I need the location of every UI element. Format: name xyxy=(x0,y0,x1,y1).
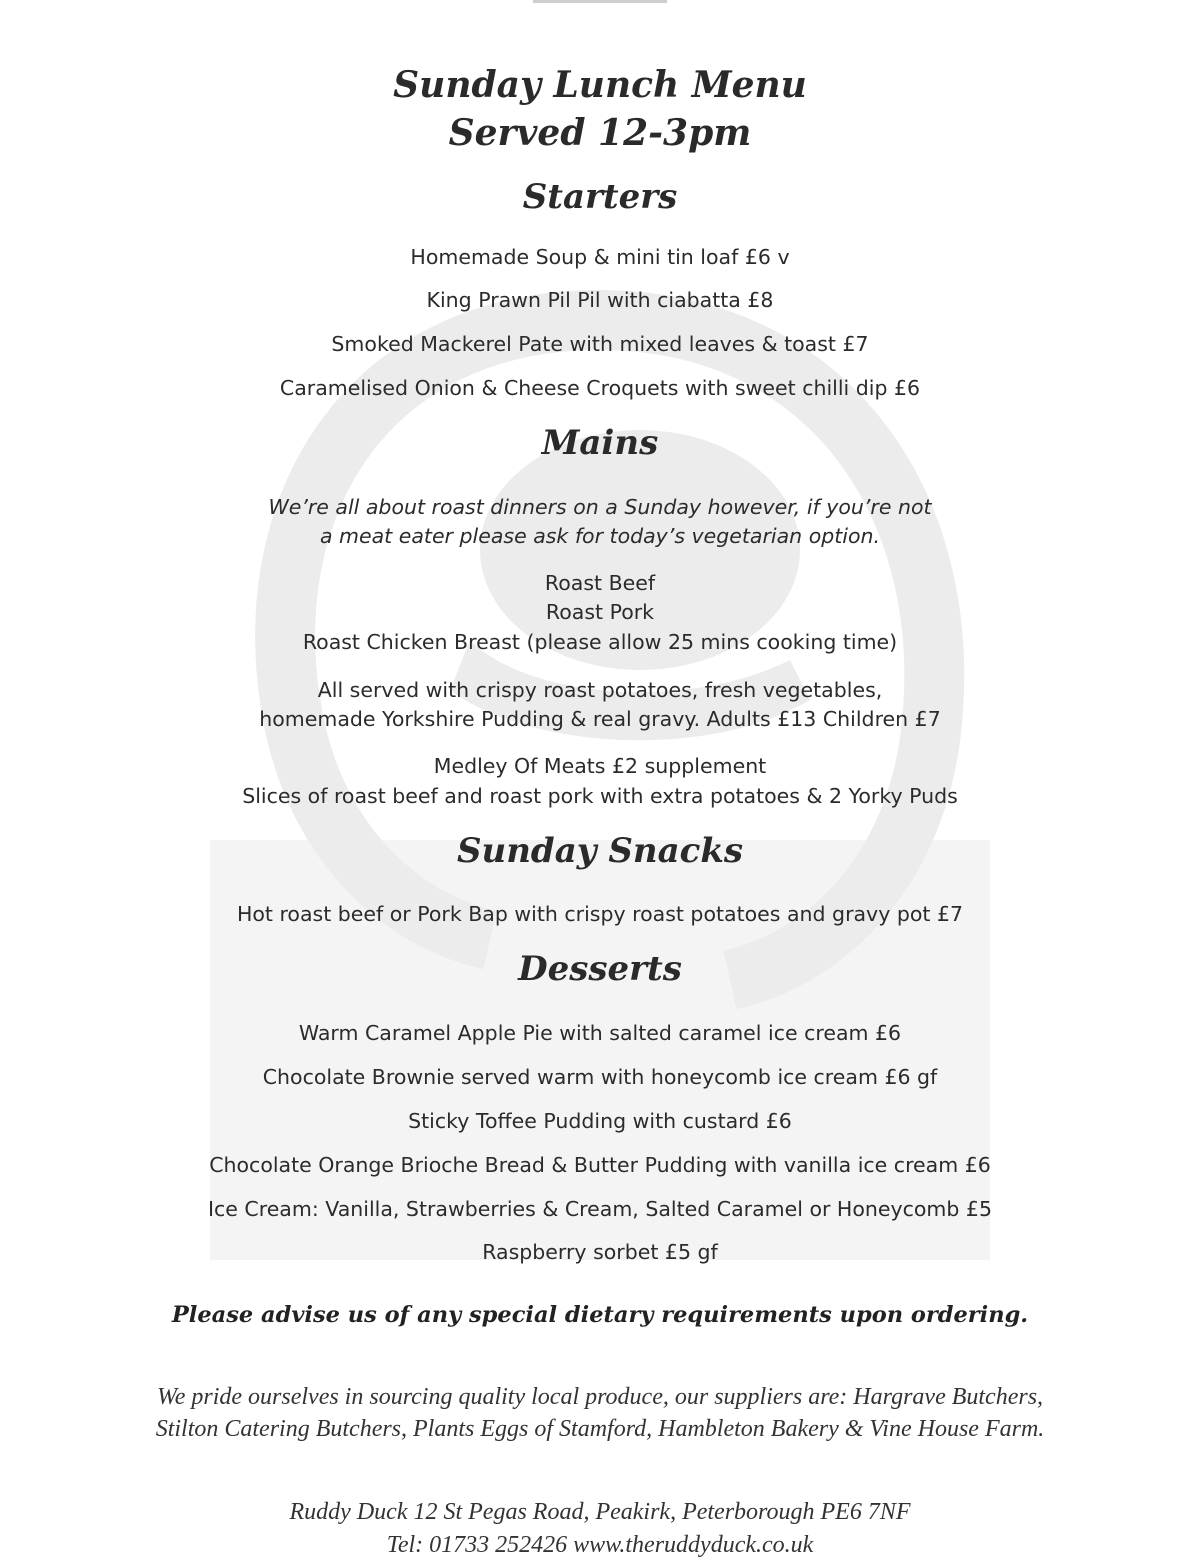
dessert-item: Sticky Toffee Pudding with custard £6 xyxy=(408,1109,792,1133)
scan-edge-mark xyxy=(533,0,667,3)
snack-item: Hot roast beef or Pork Bap with crispy roast potatoes and gravy pot £7 xyxy=(236,902,964,926)
menu-title: Sunday Lunch Menu xyxy=(393,64,807,106)
mains-served-line2: homemade Yorkshire Pudding & real gravy. Adults £13 Children £7 xyxy=(259,707,941,731)
mains-heading: Mains xyxy=(541,423,659,463)
dessert-item: Chocolate Brownie served warm with honeycomb ice cream £6 gf xyxy=(262,1065,938,1089)
medley-title: Medley Of Meats £2 supplement xyxy=(433,754,767,778)
medley-description: Slices of roast beef and roast pork with extra potatoes & 2 Yorky Puds xyxy=(242,784,958,808)
dessert-item: Ice Cream: Vanilla, Strawberries & Cream, Salted Caramel or Honeycomb £5 xyxy=(207,1197,993,1221)
snacks-heading: Sunday Snacks xyxy=(456,831,744,871)
main-roast-item: Roast Chicken Breast (please allow 25 mins cooking time) xyxy=(302,630,898,654)
suppliers-line2: Stilton Catering Butchers, Plants Eggs of Stamford, Hambleton Bakery & Vine House Farm. xyxy=(155,1416,1045,1442)
mains-served-line1: All served with crispy roast potatoes, fresh vegetables, xyxy=(317,678,883,702)
dessert-item: Chocolate Orange Brioche Bread & Butter Pudding with vanilla ice cream £6 xyxy=(209,1153,991,1177)
dietary-notice: Please advise us of any special dietary requirements upon ordering. xyxy=(171,1302,1029,1328)
starter-item: Homemade Soup & mini tin loaf £6 v xyxy=(410,245,790,269)
suppliers-line1: We pride ourselves in sourcing quality local produce, our suppliers are: Hargrave Butchers, xyxy=(156,1384,1044,1410)
contact-details: Tel: 01733 252426 www.theruddyduck.co.uk xyxy=(386,1532,814,1558)
menu-serving-times: Served 12-3pm xyxy=(448,112,752,154)
address: Ruddy Duck 12 St Pegas Road, Peakirk, Peterborough PE6 7NF xyxy=(289,1499,911,1525)
mains-note-line2: a meat eater please ask for today’s vegetarian option. xyxy=(319,524,881,548)
starter-item: Smoked Mackerel Pate with mixed leaves & toast £7 xyxy=(331,332,869,356)
starters-heading: Starters xyxy=(522,177,678,217)
desserts-heading: Desserts xyxy=(518,949,682,989)
starter-item: Caramelised Onion & Cheese Croquets with sweet chilli dip £6 xyxy=(279,376,921,400)
main-roast-item: Roast Pork xyxy=(545,600,655,624)
dessert-item: Raspberry sorbet £5 gf xyxy=(482,1240,718,1264)
starter-item: King Prawn Pil Pil with ciabatta £8 xyxy=(426,288,774,312)
mains-note-line1: We’re all about roast dinners on a Sunday however, if you’re not xyxy=(268,495,932,519)
dessert-item: Warm Caramel Apple Pie with salted caramel ice cream £6 xyxy=(298,1021,902,1045)
main-roast-item: Roast Beef xyxy=(544,571,656,595)
